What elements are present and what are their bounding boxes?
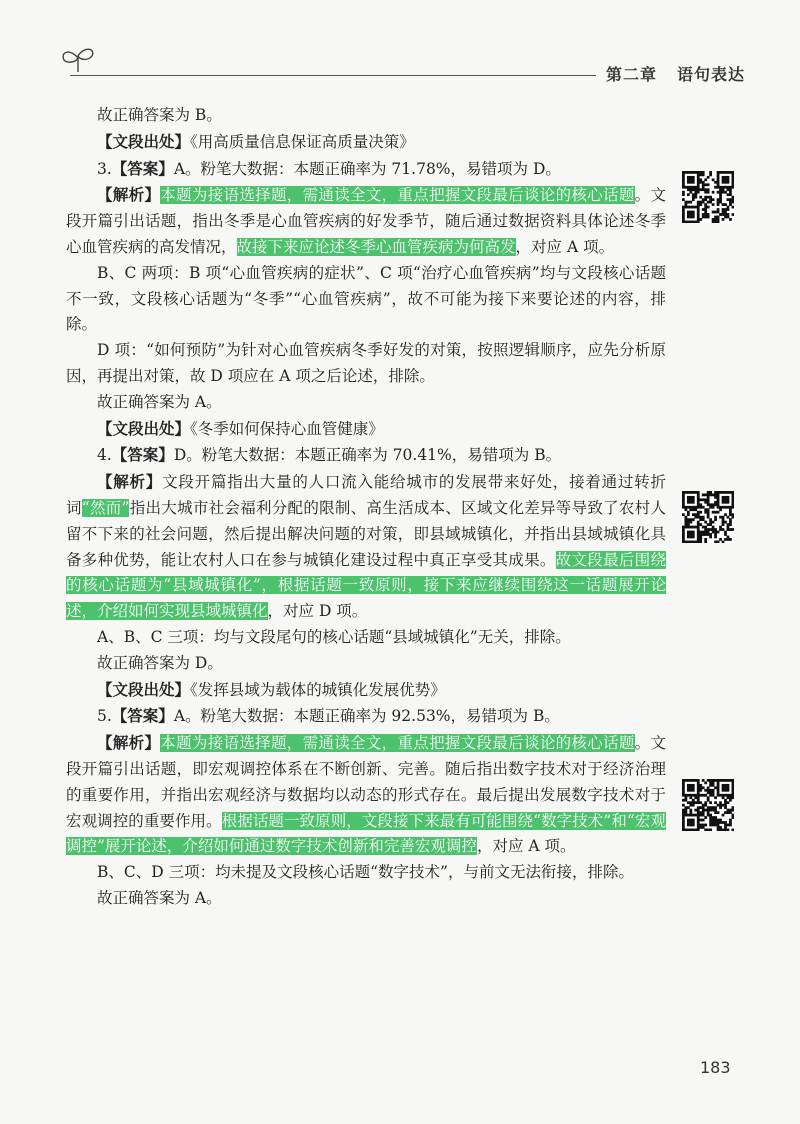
paragraph-text: A、B、C 三项：均与文段尾句的核心话题“县域城镇化”无关，排除。: [97, 627, 571, 646]
source-line: [66, 677, 666, 704]
source-title: 《发挥县域为载体的城镇化发展优势》: [190, 680, 446, 699]
analysis-text: 文段开篇指出大量的人口流入能给城市的发展带来好处，接着通过转折词: [66, 473, 666, 517]
paragraph: [66, 886, 666, 912]
question-number: 3.: [97, 159, 112, 178]
answer-explanations: [66, 103, 666, 912]
page-header: [0, 0, 800, 100]
answer-label: 【答案】: [111, 706, 174, 726]
source-label: 【文段出处】: [97, 418, 191, 438]
chapter-section: 语句表达: [677, 65, 746, 84]
analysis-paragraph: [66, 182, 666, 260]
paragraph: [66, 338, 666, 390]
answer-text: A。粉笔大数据：本题正确率为 71.78%，易错项为 D。: [173, 159, 561, 178]
analysis-label: 【解析】: [97, 472, 163, 492]
paragraph-text: 故正确答案为 D。: [97, 653, 223, 672]
answer-line: [66, 442, 666, 469]
analysis-label: 【解析】: [97, 185, 161, 205]
paragraph: [66, 390, 666, 416]
paragraph-text: 故正确答案为 A。: [97, 392, 222, 411]
paragraph-text: B、C 两项：B 项“心血管疾病的症状”、C 项“治疗心血管疾病”均与文段核心话题不一致，文段核心话题为“冬季”“心血管疾病”，故不可能为接下来要论述的内容，排除。: [66, 263, 666, 334]
paragraph-text: D 项：“如何预防”为针对心血管疾病冬季好发的对策，按照逻辑顺序，应先分析原因，再提出对策，故 D 项应在 A 项之后论述，排除。: [66, 341, 666, 385]
highlighted-text: 故接下来应论述冬季心血管疾病为何高发: [236, 237, 516, 256]
highlighted-text: “然而”: [81, 498, 130, 517]
qr-code-icon[interactable]: [682, 779, 734, 831]
answer-line: [66, 156, 666, 183]
analysis-paragraph: [66, 469, 666, 625]
paragraph: [66, 651, 666, 677]
answer-line: [66, 703, 666, 730]
paragraph: [66, 860, 666, 886]
analysis-text: 。文段开篇引出话题，即宏观调控体系在不断创新、完善。随后指出数字技术对于经济治理的重要作用，并指出宏观经济与数据均以动态的形式存在。最后提出发展数字技术对于宏观调控的重要作用。: [66, 734, 666, 830]
question-number: 4.: [97, 446, 112, 465]
paragraph: [66, 625, 666, 651]
analysis-label: 【解析】: [97, 733, 161, 753]
question-number: 5.: [97, 707, 112, 726]
paragraph-text: 故正确答案为 A。: [97, 888, 222, 907]
chapter-heading: [606, 62, 745, 85]
answer-text: A。粉笔大数据：本题正确率为 92.53%，易错项为 B。: [173, 707, 560, 726]
paragraph: [66, 103, 666, 129]
analysis-text: ，对应 D 项。: [267, 602, 368, 621]
answer-label: 【答案】: [111, 158, 174, 178]
source-line: [66, 416, 666, 443]
analysis-text: 。文段开篇引出话题，指出冬季是心血管疾病的好发季节，随后通过数据资料具体论述冬季心血管疾病的高发情况，: [66, 186, 666, 256]
answer-label: 【答案】: [111, 445, 174, 465]
page-number: 183: [700, 1058, 731, 1077]
analysis-paragraph: [66, 730, 666, 860]
source-label: 【文段出处】: [97, 679, 191, 699]
paragraph-text: 故正确答案为 B。: [97, 106, 222, 124]
paragraph: [66, 261, 666, 338]
highlighted-text: 本题为接语选择题，需通读全文，重点把握文段最后谈论的核心话题: [160, 734, 635, 753]
source-title: 《用高质量信息保证高质量决策》: [190, 132, 415, 151]
highlighted-text: 根据话题一致原则，文段接下来最有可能围绕“数字技术”和“宏观调控”展开论述，介绍如何通过数字技术创新和完善宏观调控: [66, 811, 666, 856]
paragraph-text: B、C、D 三项：均未提及文段核心话题“数字技术”，与前文无法衔接，排除。: [97, 863, 634, 882]
highlighted-text: 本题为接语选择题，需通读全文，重点把握文段最后谈论的核心话题: [160, 186, 635, 205]
chapter-number: 第二章: [606, 65, 658, 84]
sprout-icon: [58, 42, 98, 76]
analysis-text: ，对应 A 项。: [476, 837, 576, 856]
header-rule: [70, 75, 596, 76]
analysis-text: 指出大城市社会福利分配的限制、高生活成本、区域文化差异等导致了农村人留不下来的社会问题，然后提出解决问题的对策，即县域城镇化，并指出县域城镇化具备多种优势，能让农村人口在参与城镇化建设过程中真正享受其成果。: [66, 498, 666, 569]
source-title: 《冬季如何保持心血管健康》: [190, 419, 384, 438]
qr-code-icon[interactable]: [682, 491, 734, 543]
source-label: 【文段出处】: [97, 131, 191, 151]
answer-text: D。粉笔大数据：本题正确率为 70.41%，易错项为 B。: [173, 446, 562, 465]
qr-code-icon[interactable]: [682, 171, 734, 223]
source-line: [66, 129, 666, 156]
highlighted-text: 故文段最后围绕的核心话题为“县域城镇化”，根据话题一致原则，接下来应继续围绕这一话题展开论述，介绍如何实现县域城镇化: [66, 550, 666, 621]
analysis-text: ，对应 A 项。: [515, 237, 615, 256]
